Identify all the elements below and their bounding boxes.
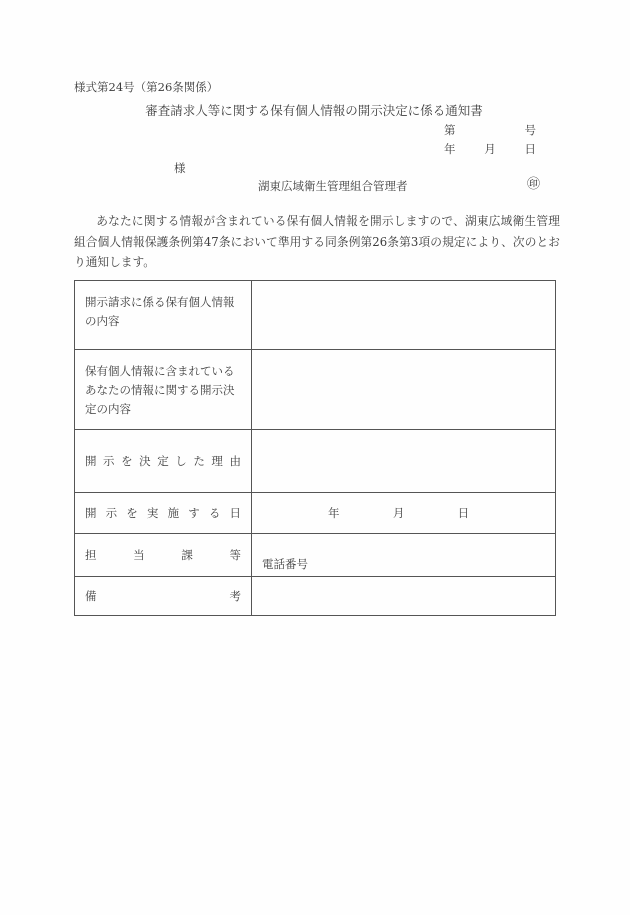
- form-number: 様式第24号（第26条関係）: [74, 80, 219, 94]
- addressee-honorific: 様: [174, 161, 186, 175]
- seal-icon: ㊞: [527, 177, 541, 192]
- row-label-reason: [75, 430, 252, 493]
- document-number-line: [444, 121, 536, 140]
- header-year-label: 年: [444, 142, 456, 156]
- row-label-remarks: [75, 577, 252, 616]
- label-text: 備考: [85, 588, 241, 603]
- header-day-label: 日: [524, 142, 536, 156]
- table-row: [75, 281, 556, 350]
- table-row: [75, 534, 556, 577]
- label-text: 保有個人情報に含まれているあなたの情報に関する開示決定の内容: [85, 364, 235, 416]
- body-paragraph: [74, 211, 560, 273]
- document-title: 審査請求人等に関する保有個人情報の開示決定に係る通知書: [145, 103, 483, 118]
- label-text: 開示を決定した理由: [85, 453, 241, 468]
- row-label-department: [75, 534, 252, 577]
- label-text: 開示を実施する日: [85, 505, 241, 520]
- label-text: 開示請求に係る保有個人情報の内容: [85, 295, 235, 328]
- disclosure-date-fields: [252, 505, 555, 521]
- table-row: [75, 430, 556, 493]
- number-prefix-label: 第: [444, 123, 456, 137]
- row-value-remarks[interactable]: [252, 577, 556, 616]
- row-value-department[interactable]: [252, 534, 556, 577]
- row-label-request-content: [75, 281, 252, 350]
- telephone-label: 電話番号: [262, 557, 308, 571]
- cell-day-label: 日: [457, 506, 470, 520]
- row-value-disclosure-date[interactable]: [252, 493, 556, 534]
- table-row: [75, 493, 556, 534]
- row-label-disclosure-date: [75, 493, 252, 534]
- document-number-block: [444, 121, 536, 159]
- row-value-request-content[interactable]: [252, 281, 556, 350]
- row-value-decision-content[interactable]: [252, 350, 556, 430]
- cell-month-label: 月: [392, 506, 405, 520]
- notification-table: [74, 280, 556, 616]
- document-date-line: [444, 140, 536, 159]
- body-paragraph-text: あなたに関する情報が含まれている保有個人情報を開示しますので、湖東広域衛生管理組合個人情報保護条例第47条において準用する同条例第26条第3項の規定により、次のとおり通知します。: [74, 214, 560, 269]
- table-row: [75, 350, 556, 430]
- row-label-decision-content: [75, 350, 252, 430]
- row-value-reason[interactable]: [252, 430, 556, 493]
- cell-year-label: 年: [328, 506, 340, 520]
- table-row: [75, 577, 556, 616]
- issuer-name: 湖東広域衛生管理組合管理者: [258, 179, 408, 193]
- number-suffix-label: 号: [524, 123, 536, 137]
- header-month-label: 月: [484, 142, 496, 156]
- label-text: 担当課等: [85, 547, 241, 562]
